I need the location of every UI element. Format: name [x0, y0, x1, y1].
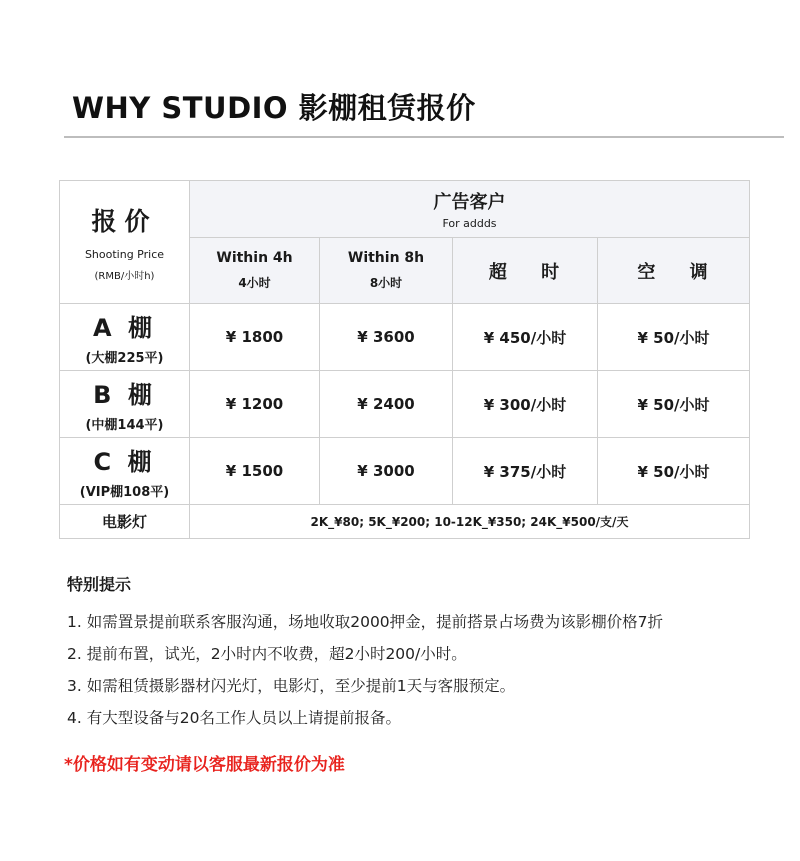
lights-row — [60, 505, 750, 539]
column-header-8h — [320, 238, 453, 304]
studio-b-header — [60, 371, 190, 438]
price-disclaimer: *价格如有变动请以客服最新报价为准 — [64, 755, 345, 775]
notes-list — [67, 610, 663, 738]
studio-name: C 棚 — [93, 448, 156, 476]
studio-name: B 棚 — [93, 381, 156, 409]
price-cell: ¥ 1800 — [190, 304, 320, 371]
price-cell: ¥ 2400 — [320, 371, 453, 438]
table-row — [60, 438, 750, 505]
price-cell: ¥ 50/小时 — [598, 438, 750, 505]
column-header-label: 超 时 — [488, 261, 574, 283]
note-item: 4. 有大型设备与20名工作人员以上请提前报备。 — [67, 709, 401, 727]
notes-title: 特别提示 — [67, 575, 132, 594]
price-cell: ¥ 3000 — [320, 438, 453, 505]
column-header-line2: 8小时 — [369, 276, 403, 290]
note-item: 1. 如需置景提前联系客服沟通，场地收取2000押金，提前搭景占场费为该影棚价格7折 — [67, 613, 664, 631]
table-row — [60, 371, 750, 438]
studio-a-header — [60, 304, 190, 371]
price-cell: ¥ 50/小时 — [598, 304, 750, 371]
group-header — [190, 181, 750, 238]
lights-prices: 2K_¥80; 5K_¥200; 10-12K_¥350; 24K_¥500/支/天 — [190, 505, 750, 539]
page-title: WHY STUDIO 影棚租赁报价 — [72, 91, 476, 125]
price-cell: ¥ 3600 — [320, 304, 453, 371]
group-title: 广告客户 — [433, 192, 506, 213]
price-cell: ¥ 1500 — [190, 438, 320, 505]
note-item: 2. 提前布置，试光，2小时内不收费，超2小时200/小时。 — [67, 645, 467, 663]
corner-unit: (RMB/小时h) — [94, 271, 155, 282]
column-header-label: 空 调 — [637, 261, 722, 283]
note-item: 3. 如需租赁摄影器材闪光灯，电影灯，至少提前1天与客服预定。 — [67, 677, 516, 695]
price-cell: ¥ 375/小时 — [453, 438, 598, 505]
price-cell: ¥ 1200 — [190, 371, 320, 438]
studio-size: (VIP棚108平) — [79, 485, 170, 500]
price-cell: ¥ 50/小时 — [598, 371, 750, 438]
studio-c-header — [60, 438, 190, 505]
studio-size: (大棚225平) — [85, 351, 164, 366]
corner-title: 报价 — [91, 207, 158, 236]
group-subtitle: For addds — [442, 217, 497, 230]
corner-header — [60, 181, 190, 304]
column-header-line2: 4小时 — [238, 276, 271, 290]
corner-subtitle: Shooting Price — [84, 248, 165, 261]
price-table — [59, 180, 750, 539]
title-divider — [64, 136, 784, 138]
price-cell: ¥ 450/小时 — [453, 304, 598, 371]
column-header-4h — [190, 238, 320, 304]
column-header-ac — [598, 238, 750, 304]
studio-name: A 棚 — [93, 314, 156, 342]
studio-size: (中棚144平) — [85, 418, 164, 433]
table-row — [60, 304, 750, 371]
lights-label: 电影灯 — [60, 505, 190, 539]
price-cell: ¥ 300/小时 — [453, 371, 598, 438]
column-header-line1: Within 8h — [347, 250, 425, 266]
column-header-overtime — [453, 238, 598, 304]
column-header-line1: Within 4h — [216, 250, 293, 266]
